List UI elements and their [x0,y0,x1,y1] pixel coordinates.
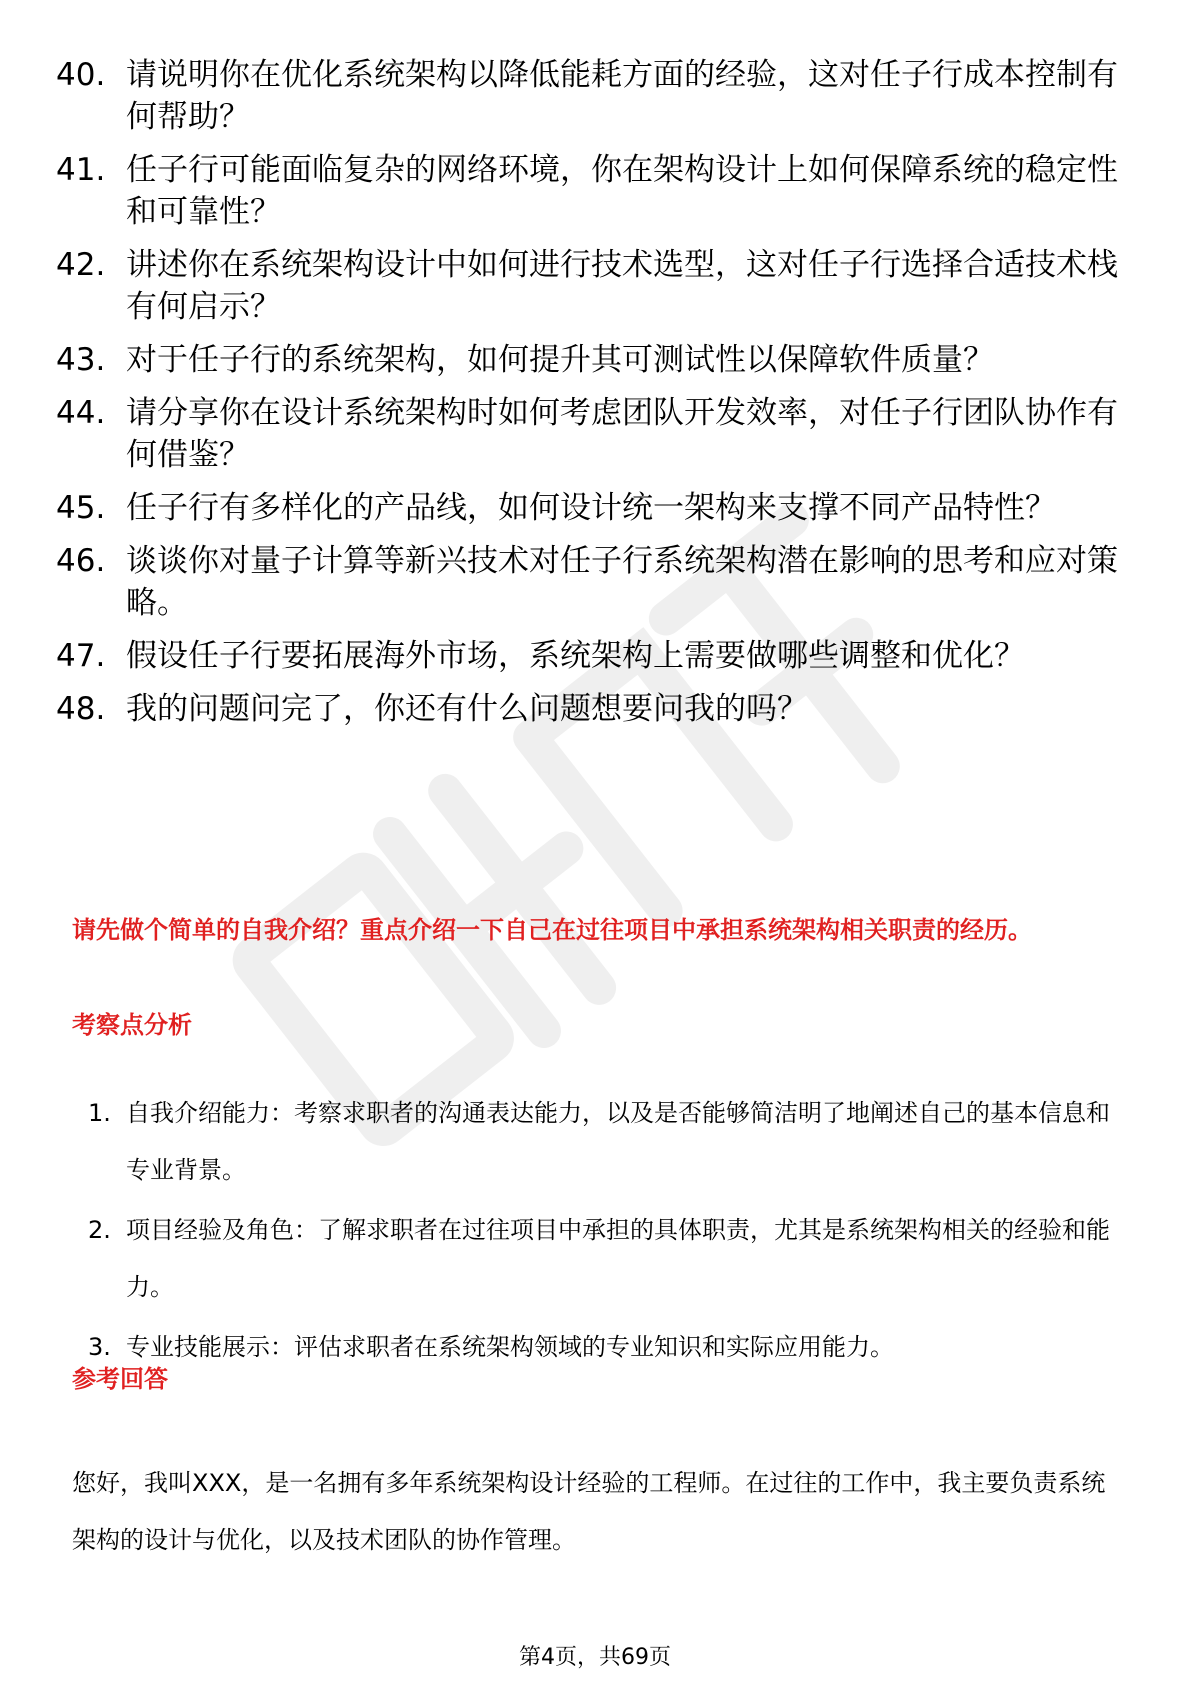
point-number: 3. [88,1333,111,1361]
list-item [88,1085,1128,1199]
reference-title: 参考回答 [72,1365,168,1393]
question-text: 请说明你在优化系统架构以降低能耗方面的经验，这对任子行成本控制有何帮助？ [126,57,1118,135]
question-number: 43. [56,342,106,378]
question-text: 谈谈你对量子计算等新兴技术对任子行系统架构潜在影响的思考和应对策略。 [126,543,1118,621]
list-item [56,244,1136,328]
page-number: 第4页，共69页 [519,1645,671,1670]
question-number: 42. [56,247,106,283]
reference-answer: 您好，我叫XXX，是一名拥有多年系统架构设计经验的工程师。在过往的工作中，我主要负责系统架构的设计与优化，以及技术团队的协作管理。 [72,1469,1106,1554]
question-number: 47. [56,638,106,674]
question-number: 44. [56,395,106,431]
point-text: 项目经验及角色：了解求职者在过往项目中承担的具体职责，尤其是系统架构相关的经验和能力。 [126,1216,1110,1301]
question-number: 45. [56,490,106,526]
question-number: 41. [56,152,106,188]
section-title: 请先做个简单的自我介绍？重点介绍一下自己在过往项目中承担系统架构相关职责的经历。 [72,916,1032,944]
question-text: 讲述你在系统架构设计中如何进行技术选型，这对任子行选择合适技术栈有何启示？ [126,247,1118,325]
list-item [56,54,1136,138]
analysis-points [88,1085,1128,1379]
list-item [56,540,1136,624]
question-list [56,54,1136,741]
analysis-title: 考察点分析 [72,1011,192,1039]
question-number: 46. [56,543,106,579]
list-item [88,1202,1128,1316]
list-item [56,149,1136,233]
list-item [56,688,1136,730]
question-number: 40. [56,57,106,93]
list-item [56,339,1136,381]
question-text: 对于任子行的系统架构，如何提升其可测试性以保障软件质量？ [126,342,994,378]
list-item [56,487,1136,529]
question-text: 请分享你在设计系统架构时如何考虑团队开发效率，对任子行团队协作有何借鉴？ [126,395,1118,473]
question-number: 48. [56,691,106,727]
list-item [56,635,1136,677]
point-number: 1. [88,1099,111,1127]
question-text: 我的问题问完了，你还有什么问题想要问我的吗？ [126,691,808,727]
question-text: 假设任子行要拓展海外市场，系统架构上需要做哪些调整和优化？ [126,638,1025,674]
point-number: 2. [88,1216,111,1244]
point-text: 自我介绍能力：考察求职者的沟通表达能力，以及是否能够简洁明了地阐述自己的基本信息和专业背景。 [126,1099,1110,1184]
list-item [88,1319,1128,1376]
question-text: 任子行可能面临复杂的网络环境，你在架构设计上如何保障系统的稳定性和可靠性？ [126,152,1118,230]
point-text: 专业技能展示：评估求职者在系统架构领域的专业知识和实际应用能力。 [126,1333,894,1361]
list-item [56,392,1136,476]
question-text: 任子行有多样化的产品线，如何设计统一架构来支撑不同产品特性？ [126,490,1056,526]
